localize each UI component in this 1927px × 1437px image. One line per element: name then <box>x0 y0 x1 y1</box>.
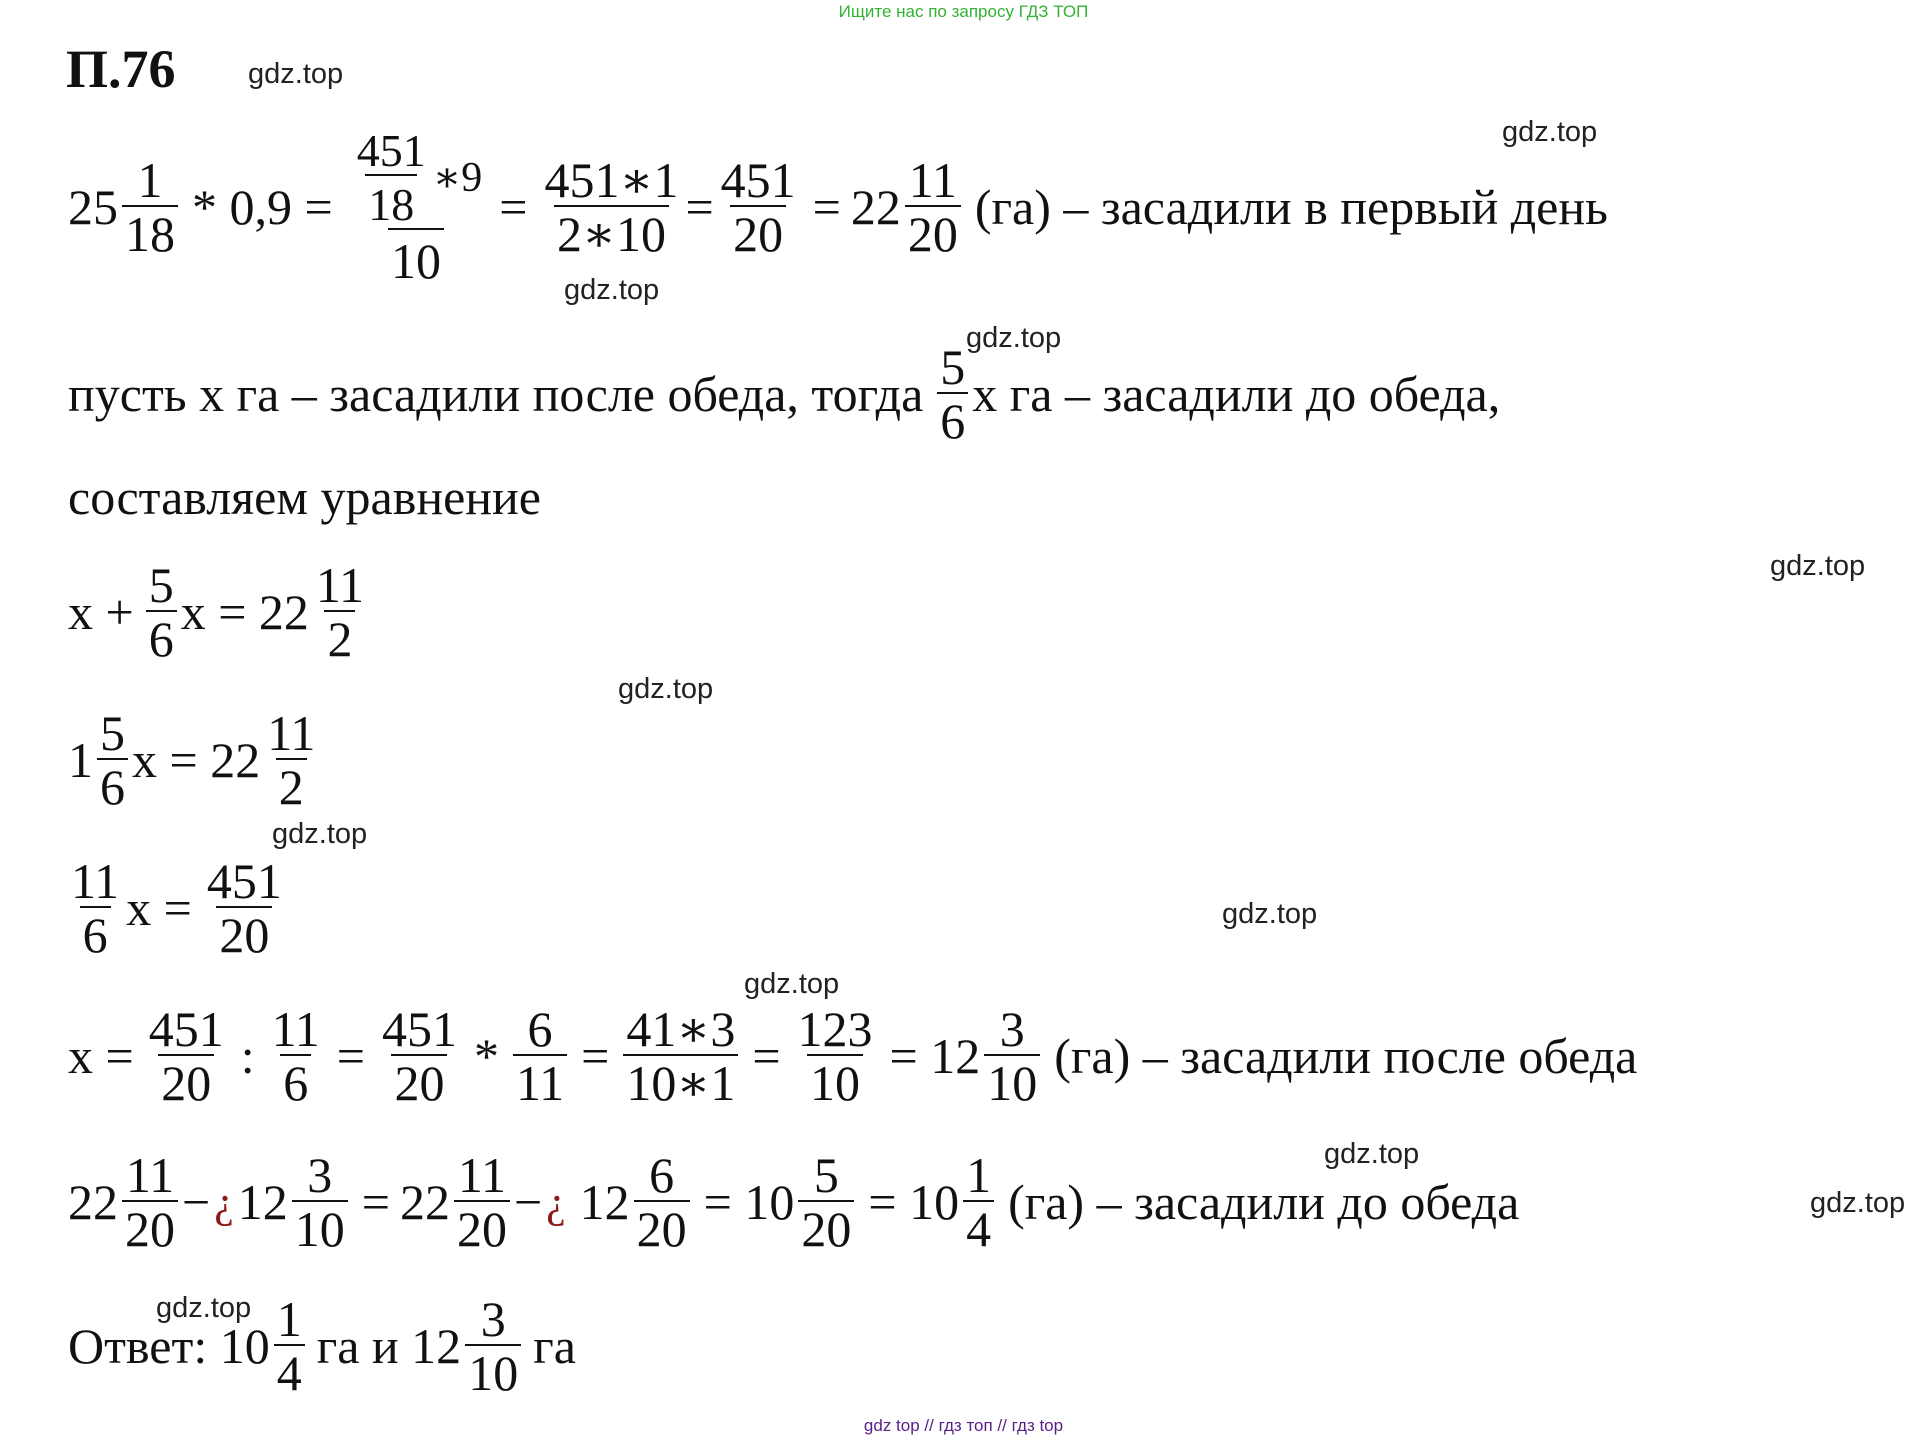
whole-part: 25 <box>68 179 118 235</box>
text: х = <box>126 880 192 936</box>
numerator: 5 <box>940 339 966 395</box>
denominator: 10 <box>388 228 444 286</box>
equals: = <box>336 1028 365 1084</box>
fraction <box>937 339 968 449</box>
bottom-banner[interactable]: gdz top // гдз топ // гдз top <box>863 1416 1064 1435</box>
denominator: 20 <box>158 1054 214 1108</box>
denominator: 6 <box>937 392 968 446</box>
fraction <box>634 1147 690 1257</box>
whole-part: = 10 <box>868 1174 960 1230</box>
denominator: 6 <box>146 610 177 664</box>
numerator: 1 <box>276 1291 302 1347</box>
denominator: 10∗1 <box>623 1054 738 1108</box>
denominator: 20 <box>454 1200 510 1254</box>
numerator: 451 <box>148 1001 224 1057</box>
fraction <box>513 1001 567 1111</box>
equals: = <box>499 179 528 235</box>
watermark: gdz.top <box>966 322 1062 354</box>
equals: = <box>752 1028 781 1084</box>
minus: − <box>182 1174 211 1230</box>
equation-before-lunch <box>68 1147 1520 1257</box>
complex-numerator <box>347 125 486 230</box>
fraction <box>465 1291 521 1401</box>
whole-part: 22 <box>68 1174 118 1230</box>
fraction <box>274 1291 305 1401</box>
text: х = 22 <box>180 584 309 640</box>
fraction <box>269 1001 323 1111</box>
result-text: (га) – засадили до обеда <box>1008 1174 1520 1230</box>
fraction <box>379 1001 460 1111</box>
fraction <box>984 1001 1040 1111</box>
denominator: 2 <box>276 758 307 812</box>
minus: − <box>513 1174 543 1230</box>
watermark: gdz.top <box>272 818 368 850</box>
fraction <box>146 557 177 667</box>
equation-line <box>68 557 371 667</box>
whole-part: 22 <box>399 1174 450 1230</box>
watermark: gdz.top <box>156 1292 252 1324</box>
numerator: 451 <box>381 1001 457 1057</box>
fraction <box>623 1001 738 1111</box>
numerator: 451 <box>356 125 426 176</box>
numerator: 5 <box>100 705 125 761</box>
denominator: 20 <box>391 1054 447 1108</box>
top-banner[interactable]: Ищите нас по запросу ГДЗ ТОП <box>838 2 1089 21</box>
operator: * <box>473 1028 499 1084</box>
numerator: 11 <box>457 1147 507 1203</box>
numerator: 41∗3 <box>626 1001 736 1057</box>
denominator: 6 <box>280 1054 311 1108</box>
operator: : <box>240 1028 255 1084</box>
operator: * 0,9 = <box>192 179 333 235</box>
complex-fraction <box>347 125 486 289</box>
result-text: (га) – засадили в первый день <box>974 179 1608 235</box>
numerator: 11 <box>125 1147 175 1203</box>
multiplier: ∗9 <box>432 155 483 201</box>
equals: = <box>361 1174 390 1230</box>
numerator: 451∗1 <box>544 152 679 208</box>
fraction <box>68 853 122 963</box>
fraction <box>718 152 799 262</box>
numerator: 3 <box>307 1147 333 1203</box>
denominator: 10 <box>807 1054 863 1108</box>
numerator: 1 <box>966 1147 992 1203</box>
fraction <box>97 705 128 815</box>
fraction <box>963 1147 994 1257</box>
denominator: 2 <box>324 610 355 664</box>
inverted-question-glyph: ¿ <box>546 1177 566 1227</box>
numerator: 123 <box>797 1001 873 1057</box>
watermark: gdz.top <box>1502 116 1598 148</box>
numerator: 6 <box>649 1147 675 1203</box>
whole-part: = 12 <box>889 1028 981 1084</box>
numerator: 11 <box>908 152 957 208</box>
whole-part: 12 <box>579 1174 630 1230</box>
equals: = <box>685 179 714 235</box>
fraction <box>795 1001 876 1111</box>
equation-after-lunch <box>68 1001 1638 1111</box>
fraction <box>146 1001 227 1111</box>
text: пусть х га – засадили после обеда, тогда <box>68 366 924 422</box>
equals: = <box>581 1028 610 1084</box>
fraction <box>122 152 178 262</box>
fraction <box>541 152 681 262</box>
fraction <box>204 853 285 963</box>
denominator: 20 <box>730 205 786 259</box>
numerator: 451 <box>720 152 796 208</box>
equation-first-day <box>68 125 1608 289</box>
numerator: 11 <box>267 705 316 761</box>
text: х + <box>68 584 134 640</box>
text: х = <box>68 1028 134 1084</box>
answer-line <box>68 1291 576 1401</box>
denominator: 4 <box>274 1344 305 1398</box>
denominator: 4 <box>963 1200 994 1254</box>
denominator: 20 <box>216 906 272 960</box>
denominator: 6 <box>80 906 111 960</box>
denominator: 20 <box>122 1200 178 1254</box>
text: х = 22 <box>132 732 261 788</box>
fraction <box>264 705 318 815</box>
equals: = <box>812 179 841 235</box>
numerator: 5 <box>148 557 174 613</box>
denominator: 18 <box>122 205 178 259</box>
equation-line <box>68 853 289 963</box>
watermark: gdz.top <box>1810 1187 1906 1219</box>
watermark: gdz.top <box>1770 550 1866 582</box>
text: х га – засадили до обеда, <box>972 366 1501 422</box>
watermark: gdz.top <box>248 58 344 90</box>
text: составляем уравнение <box>68 469 541 525</box>
denominator: 20 <box>634 1200 690 1254</box>
fraction <box>905 152 961 262</box>
watermark: gdz.top <box>1324 1138 1420 1170</box>
denominator: 20 <box>798 1200 854 1254</box>
fraction <box>454 1147 510 1257</box>
denominator: 18 <box>365 174 417 228</box>
numerator: 451 <box>206 853 282 909</box>
fraction <box>122 1147 178 1257</box>
compose-equation-text <box>68 468 541 526</box>
numerator: 3 <box>480 1291 506 1347</box>
numerator: 6 <box>527 1001 553 1057</box>
whole-part: 12 <box>237 1174 288 1230</box>
inner-fraction <box>354 125 429 230</box>
denominator: 10 <box>465 1344 521 1398</box>
numerator: 1 <box>137 152 163 208</box>
numerator: 11 <box>71 853 120 909</box>
fraction <box>292 1147 348 1257</box>
text: га и 12 <box>316 1318 462 1374</box>
watermark: gdz.top <box>564 274 660 306</box>
numerator: 11 <box>271 1001 320 1057</box>
watermark: gdz.top <box>744 968 840 1000</box>
inverted-question-glyph: ¿ <box>214 1177 234 1227</box>
answer-label: Ответ: 10 <box>68 1318 270 1374</box>
denominator: 10 <box>292 1200 348 1254</box>
problem-title: П.76 <box>66 39 176 99</box>
fraction <box>313 557 367 667</box>
whole-part: = 10 <box>703 1174 795 1230</box>
numerator: 3 <box>999 1001 1025 1057</box>
whole-part: 22 <box>850 179 901 235</box>
denominator: 10 <box>984 1054 1040 1108</box>
denominator: 6 <box>97 758 128 812</box>
fraction <box>798 1147 854 1257</box>
watermark: gdz.top <box>1222 898 1318 930</box>
equation-line <box>68 705 322 815</box>
numerator: 5 <box>813 1147 839 1203</box>
whole-part: 1 <box>68 732 93 788</box>
denominator: 20 <box>905 205 961 259</box>
result-text: (га) – засадили после обеда <box>1054 1028 1638 1084</box>
text: га <box>533 1318 576 1374</box>
denominator: 11 <box>513 1054 567 1108</box>
numerator: 11 <box>315 557 365 613</box>
denominator: 2∗10 <box>554 205 669 259</box>
watermark: gdz.top <box>618 673 714 705</box>
let-statement <box>68 339 1501 449</box>
